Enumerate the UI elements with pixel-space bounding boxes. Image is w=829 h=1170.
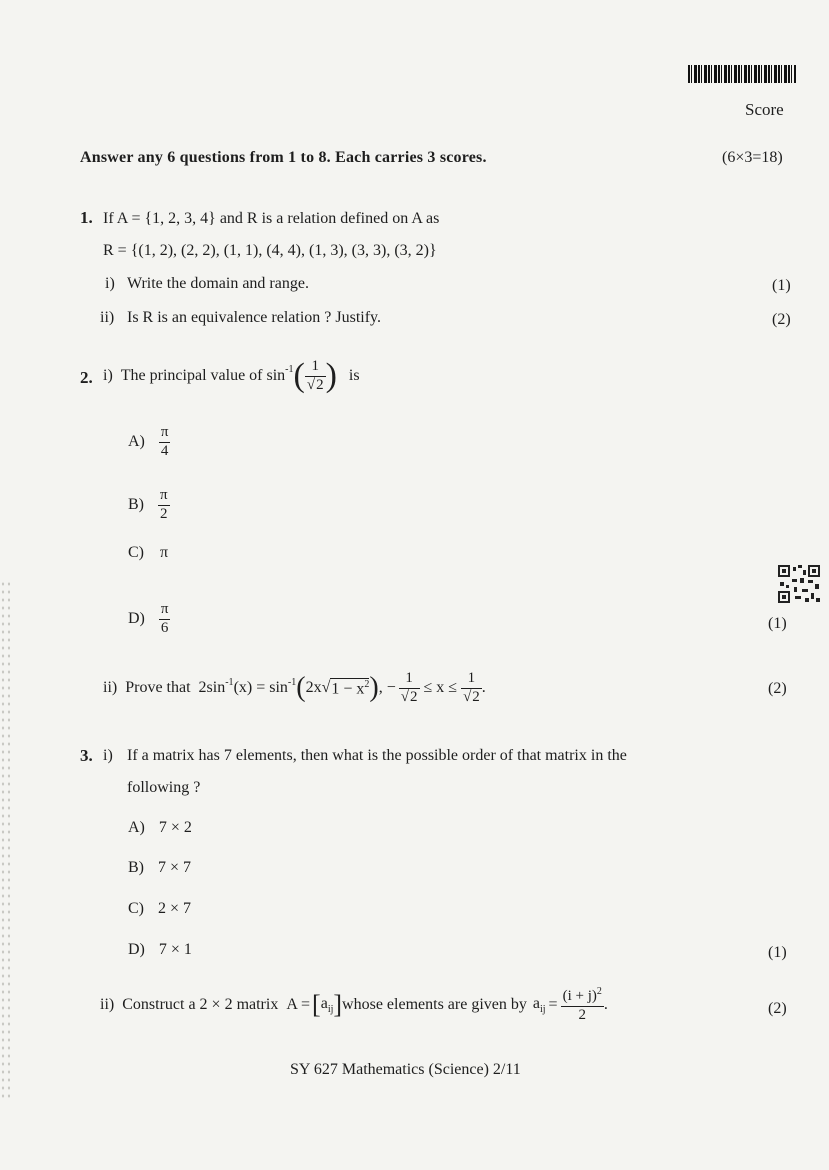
q1-part-i-label: i) (105, 275, 115, 292)
q2-expr-left-paren: ( (296, 672, 306, 703)
q3-part-ii-marks: (2) (768, 1000, 787, 1017)
q3-option-c-value: 2 × 7 (158, 900, 192, 917)
q3-formula-num-text: (i + j) (562, 988, 597, 1005)
q3-formula-a: a (532, 994, 540, 1012)
q2-expr-le: ≤ x ≤ (423, 679, 458, 696)
q2-expr-root-body: 1 − x (331, 680, 365, 698)
q2-expr-frac-right-den: √2 (463, 688, 480, 705)
q2-part-ii-label: ii) (103, 679, 118, 696)
q1-part-ii-marks: (2) (772, 311, 791, 328)
q2-option-c-value: π (160, 544, 169, 561)
q3-option-c-label: C) (128, 900, 144, 917)
q3-formula-end: . (603, 996, 608, 1013)
q3-formula-num (561, 986, 604, 1006)
q3-part-ii-text2: whose elements are given by (342, 996, 527, 1013)
q2-left-paren: ( (293, 357, 305, 394)
q2-expr-inv2: -1 (287, 677, 297, 688)
q2-right-paren: ) (325, 357, 337, 394)
q2-expr-frac-right-num: 1 (461, 670, 482, 688)
q2-fraction (305, 358, 326, 394)
q2-option-a (128, 418, 170, 466)
q3-option-a (128, 819, 192, 837)
qr-code (778, 565, 820, 603)
q2-option-d-label: D) (128, 610, 145, 627)
q1-relation: R = {(1, 2), (2, 2), (1, 1), (4, 4), (1, 3), (3, 3), (3, 2)} (103, 242, 437, 259)
q3-option-a-label: A) (128, 819, 145, 836)
q2-option-a-num: π (159, 424, 171, 442)
q3-option-c (128, 900, 191, 918)
q3-matrix-a: A = (286, 996, 311, 1013)
q2-option-d-den: 6 (160, 619, 169, 636)
q2-expr-frac-left-den: √2 (400, 688, 418, 705)
q2-part-i (103, 350, 360, 402)
q2-expr-lhs: 2sin (198, 679, 226, 696)
q2-number: 2. (80, 368, 93, 387)
q2-option-d-frac (159, 601, 171, 637)
q3-part-i-line2: following ? (127, 779, 201, 796)
q1-intro: If A = {1, 2, 3, 4} and R is a relation defined on A as (103, 210, 440, 227)
q2-inverse: -1 (285, 364, 294, 375)
q2-option-b-label: B) (128, 496, 144, 513)
q2-sqrt-two: 2 (316, 376, 324, 393)
q2-option-b-num: π (158, 487, 170, 505)
q3-matrix-right-bracket: ] (333, 990, 343, 1019)
q2-option-b-den: 2 (160, 505, 168, 522)
q3-matrix-left-bracket: [ (312, 990, 321, 1019)
q3-matrix-elem (321, 995, 334, 1015)
q3-part-i-label: i) (103, 747, 113, 764)
q2-expr-inv1: -1 (225, 677, 234, 688)
q2-expr-x: (x) = sin (233, 679, 288, 696)
q2-expr-frac-left (399, 670, 420, 706)
q2-fraction-num: 1 (305, 358, 326, 376)
q3-part-ii-label: ii) (100, 996, 115, 1013)
q3-option-b (128, 859, 191, 877)
q3-option-b-value: 7 × 7 (158, 859, 192, 876)
q2-option-a-frac (159, 424, 171, 460)
q2-option-a-label: A) (128, 433, 145, 450)
q2-part-i-marks: (1) (768, 615, 787, 632)
q3-option-d-value: 7 × 1 (158, 941, 192, 958)
q2-expr-inner: 2x (305, 679, 322, 696)
q2-expr-end: . (481, 679, 486, 696)
q1-part-ii-text: Is R is an equivalence relation ? Justify. (127, 309, 381, 326)
q3-formula-eq: = (548, 996, 558, 1013)
q3-formula-frac (561, 986, 604, 1024)
scan-artifact-dots (0, 580, 10, 1100)
q2-option-c (128, 544, 168, 562)
q1-number: 1. (80, 208, 93, 227)
q3-formula-lhs (533, 995, 546, 1015)
q3-part-ii (100, 980, 608, 1030)
q1-part-i-text: Write the domain and range. (127, 275, 309, 292)
q3-option-d-label: D) (128, 941, 145, 958)
q2-option-d (128, 595, 170, 643)
q2-expr-frac-left-sqrt: 2 (410, 688, 418, 705)
score-label: Score (745, 100, 784, 119)
q1-part-i-marks: (1) (772, 277, 791, 294)
q2-is: is (348, 367, 360, 384)
q3-option-a-value: 7 × 2 (158, 819, 192, 836)
q3-part-i-line1: If a matrix has 7 elements, then what is the possible order of that matrix in the (127, 747, 627, 764)
q1-part-ii-label: ii) (100, 309, 115, 326)
q2-option-b (128, 481, 170, 529)
q2-part-ii (103, 663, 486, 713)
q3-matrix-elem-a: a (320, 994, 328, 1012)
q2-expr-root-sign: √ (321, 679, 331, 696)
instructions-marks: (6×3=18) (722, 149, 783, 166)
barcode (688, 65, 796, 83)
q2-option-a-den: 4 (160, 442, 169, 459)
q2-expr-comma: , − (378, 679, 396, 696)
q2-expr-frac-right (461, 670, 482, 706)
q2-part-i-text: The principal value of sin (120, 367, 286, 384)
q3-option-b-label: B) (128, 859, 144, 876)
q2-option-c-label: C) (128, 544, 144, 561)
q2-expr-root-sq: 2 (364, 678, 370, 690)
q3-part-i-marks: (1) (768, 944, 787, 961)
q2-part-i-label: i) (103, 367, 113, 384)
q3-part-ii-text: Construct a 2 × 2 matrix (122, 996, 279, 1013)
q3-formula-pow: 2 (596, 986, 602, 998)
q3-formula-den: 2 (578, 1006, 586, 1023)
q3-number: 3. (80, 746, 93, 765)
q2-fraction-den: √2 (306, 376, 324, 393)
q2-expr-root (330, 678, 369, 698)
q2-option-b-frac (158, 487, 170, 523)
instructions: Answer any 6 questions from 1 to 8. Each carries 3 scores. (80, 149, 487, 166)
q2-option-d-num: π (159, 601, 171, 619)
q2-expr-frac-right-sqrt: 2 (472, 688, 480, 705)
q2-expr-right-paren: ) (369, 672, 379, 703)
q3-matrix-elem-sub: ij (327, 1004, 334, 1016)
q2-expr-frac-left-num: 1 (399, 670, 420, 688)
q2-part-ii-text: Prove that (125, 679, 191, 696)
q3-option-d (128, 941, 192, 959)
footer: SY 627 Mathematics (Science) 2/11 (290, 1061, 521, 1078)
q3-formula-sub: ij (539, 1004, 546, 1016)
q2-part-ii-marks: (2) (768, 680, 787, 697)
